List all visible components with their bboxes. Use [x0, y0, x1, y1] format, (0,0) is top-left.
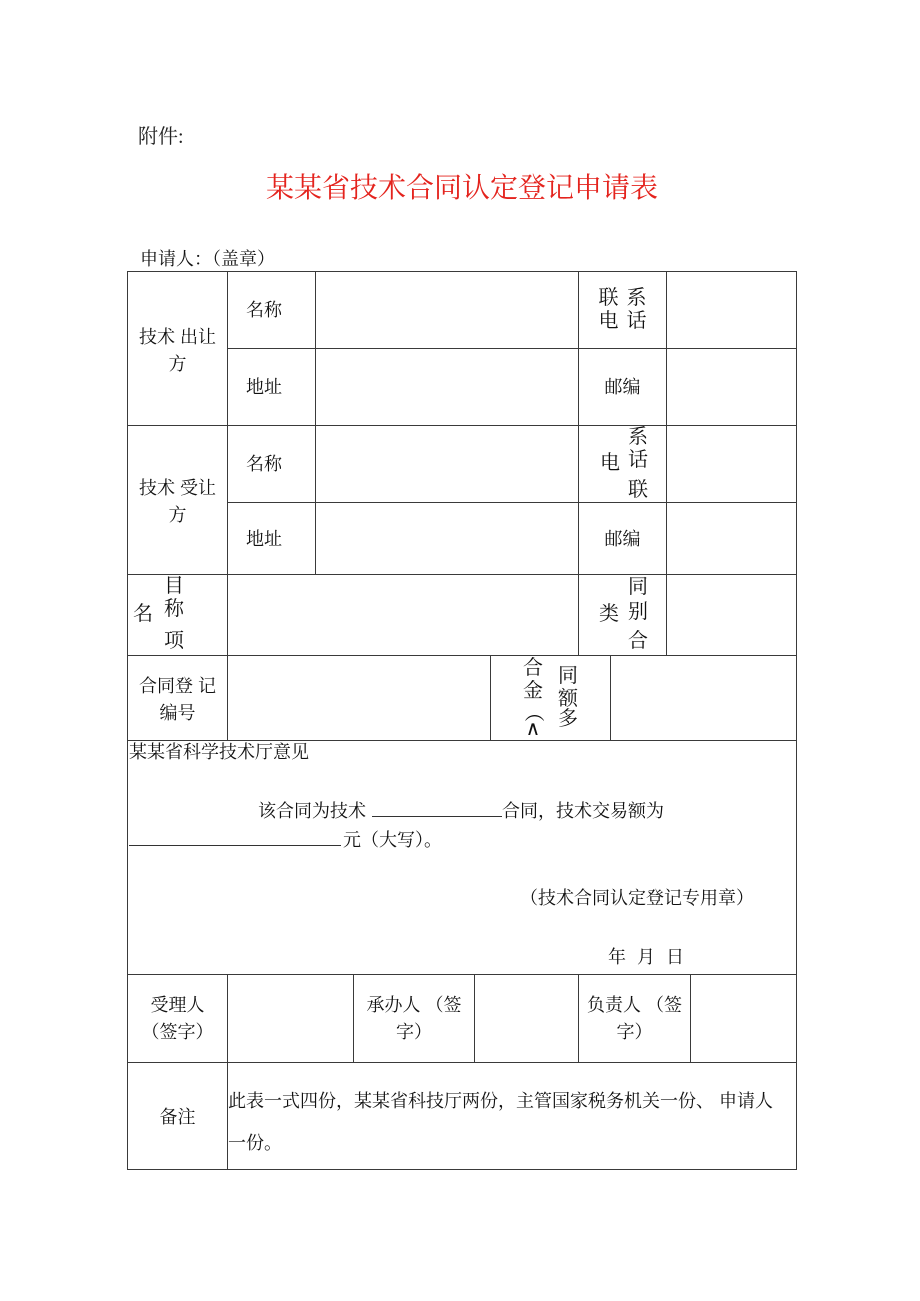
opinion-line-1-suffix: 合同，技术交易额为	[502, 801, 664, 821]
contract-amount-label-cell	[490, 655, 610, 740]
buyer-phone-label-cell	[578, 425, 666, 502]
contract-amount-label-glyph: ∧	[525, 718, 541, 740]
remarks-text-line: 一份。	[228, 1133, 282, 1153]
project-name-label-glyph: 名	[133, 603, 153, 625]
opinion-date: 年 月 日	[608, 947, 685, 967]
buyer-phone-label-glyph: 话	[628, 449, 648, 471]
technology-type-blank	[372, 801, 502, 817]
project-name-value-cell	[227, 574, 578, 655]
acceptor-label-cell	[127, 974, 227, 1062]
buyer-name-label: 名称	[246, 454, 282, 474]
applicant-line: 申请人：（盖章）	[140, 249, 275, 269]
principal-label-line: 负责人 （签	[586, 994, 682, 1015]
project-name-label-glyph: 目	[164, 575, 184, 597]
buyer-label-line: 技术 受让	[138, 478, 216, 498]
seller-address-value-cell	[315, 348, 578, 425]
principal-label-line: 字）	[616, 1021, 653, 1042]
seller-phone-label-line: 电话	[598, 310, 655, 332]
principal-label-cell	[578, 974, 690, 1062]
opinion-heading: 某某省科学技术厅意见	[129, 742, 309, 762]
remarks-text	[228, 1080, 773, 1164]
buyer-address-label-cell	[227, 502, 315, 574]
buyer-name-value-cell	[315, 425, 578, 502]
stamp-note: （技术合同认定登记专用章）	[520, 888, 754, 908]
buyer-zip-label: 邮编	[604, 528, 641, 549]
contract-type-label-glyph: 类	[599, 603, 619, 625]
contract-amount-label-glyph: （	[522, 702, 544, 722]
contract-type-label-glyph: 同	[628, 576, 648, 598]
page-title: 某某省技术合同认定登记申请表	[265, 172, 658, 203]
buyer-name-label-cell	[227, 425, 315, 502]
transaction-amount-blank	[129, 830, 341, 846]
buyer-label-line: 方	[168, 505, 187, 525]
opinion-line-2	[129, 830, 442, 850]
handler-label-cell	[353, 974, 474, 1062]
opinion-cell	[127, 740, 797, 974]
handler-signature-cell	[474, 974, 578, 1062]
seller-label-line: 方	[168, 353, 187, 374]
seller-phone-value-cell	[666, 271, 797, 348]
seller-address-label-cell	[227, 348, 315, 425]
remarks-label-cell	[127, 1062, 227, 1170]
handler-label-line: 字）	[396, 1021, 432, 1042]
buyer-zip-value-cell	[666, 502, 797, 574]
acceptor-signature-cell	[227, 974, 353, 1062]
principal-signature-cell	[690, 974, 797, 1062]
registration-number-label-cell	[127, 655, 227, 740]
contract-type-label-glyph: 合	[628, 630, 648, 652]
remarks-label: 备注	[159, 1106, 196, 1127]
seller-phone-label-line: 联系	[598, 287, 655, 309]
registration-number-value-cell	[227, 655, 490, 740]
handler-label-line: 承办人 （签	[366, 994, 462, 1015]
remarks-text-line: 此表一式四份，某某省科技厅两份，主管国家税务机关一份、 申请人	[228, 1091, 773, 1111]
buyer-phone-label-glyph: 联	[628, 479, 648, 501]
seller-phone-label-cell	[578, 271, 666, 348]
opinion-line-1-prefix: 该合同为技术	[258, 801, 366, 821]
contract-amount-label-glyph: 多	[558, 708, 578, 730]
seller-zip-label: 邮编	[604, 377, 641, 397]
buyer-label-cell	[127, 425, 227, 574]
seller-label-cell	[127, 271, 227, 425]
seller-name-value-cell	[315, 271, 578, 348]
acceptor-label-line: （签字）	[141, 1021, 214, 1042]
contract-amount-label-glyph: 同	[558, 665, 578, 687]
buyer-address-label: 地址	[246, 528, 282, 549]
remarks-text-cell	[227, 1062, 797, 1170]
acceptor-label-line: 受理人	[150, 994, 205, 1015]
seller-name-label: 名称	[246, 300, 282, 320]
contract-amount-label-glyph: 额	[558, 688, 578, 710]
project-name-label-cell	[127, 574, 227, 655]
registration-number-label-line: 编号	[159, 703, 196, 723]
registration-number-label-line: 合同登 记	[138, 676, 216, 696]
seller-address-label: 地址	[246, 377, 282, 397]
project-name-label-glyph: 称	[164, 598, 184, 620]
project-name-label-glyph: 项	[164, 630, 184, 652]
contract-amount-label-glyph: 金	[523, 680, 543, 702]
contract-type-label-glyph: 别	[628, 601, 648, 623]
seller-label-line: 技术 出让	[138, 326, 216, 347]
contract-type-label-cell	[578, 574, 666, 655]
application-form-table	[127, 271, 797, 1170]
contract-amount-value-cell	[610, 655, 797, 740]
attachment-label: 附件:	[138, 126, 184, 148]
opinion-line-1	[258, 801, 664, 821]
buyer-phone-value-cell	[666, 425, 797, 502]
seller-name-label-cell	[227, 271, 315, 348]
opinion-line-2-suffix: 元（大写）。	[343, 830, 442, 850]
contract-amount-label-glyph: 合	[523, 657, 543, 679]
seller-zip-label-cell	[578, 348, 666, 425]
seller-zip-value-cell	[666, 348, 797, 425]
buyer-phone-label-glyph: 系	[628, 426, 648, 448]
contract-type-value-cell	[666, 574, 797, 655]
buyer-phone-label-glyph: 电	[600, 452, 620, 474]
buyer-address-value-cell	[315, 502, 578, 574]
buyer-zip-label-cell	[578, 502, 666, 574]
